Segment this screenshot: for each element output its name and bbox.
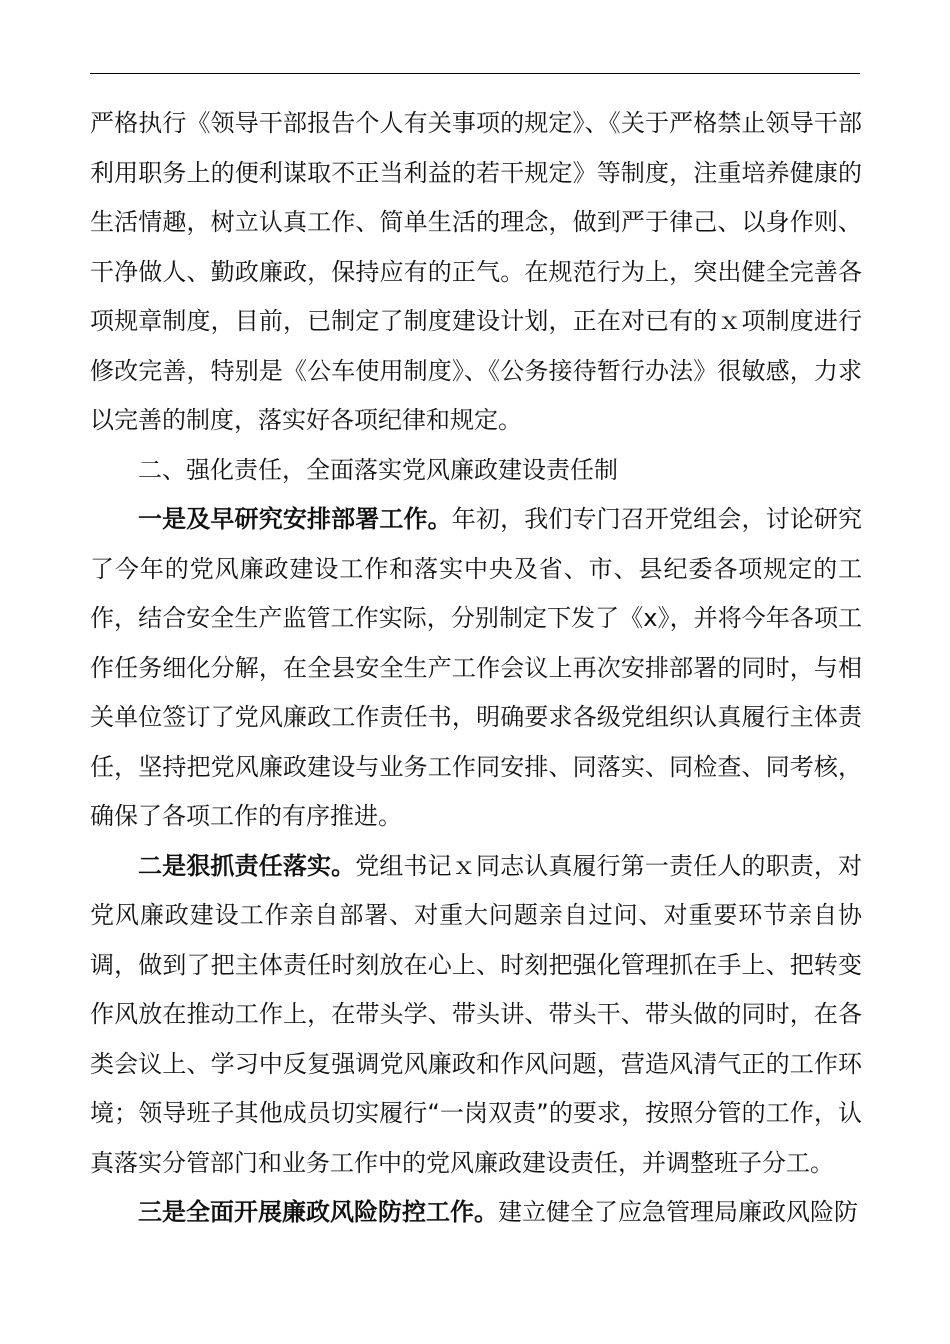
paragraph-text: 严格执行《领导干部报告个人有关事项的规定》、《关于严格禁止领导干部利用职务上的便利谋取不正当利益的若干规定》等制度，注重培养健康的生活情趣，树立认真工作、简单生活的理念，做到严于律己、以身作则、干净做人、勤政廉政，保持应有的正气。在规范行为上，突出健全完善各项规章制度，目前，已制定了制度建设计划，正在对已有的ｘ项制度进行修改完善，特别是《公车使用制度》、《公务接待暂行办法》很敏感，力求以完善的制度，落实好各项纪律和规定。 — [90, 109, 862, 434]
paragraph-lead: 一是及早研究安排部署工作。 — [138, 505, 452, 533]
header-rule — [90, 73, 860, 74]
paragraph-5 — [90, 1188, 862, 1238]
paragraph-4 — [90, 842, 862, 1189]
paragraph-3 — [90, 495, 862, 842]
paragraph-text: 党组书记ｘ同志认真履行第一责任人的职责，对党风廉政建设工作亲自部署、对重大问题亲自过问、对重要环节亲自协调，做到了把主体责任时刻放在心上、时刻把强化管理抓在手上、把转变作风放在推动工作上，在带头学、带头讲、带头干、带头做的同时，在各类会议上、学习中反复强调党风廉政和作风问题，营造风清气正的工作环境；领导班子其他成员切实履行“一岗双责”的要求，按照分管的工作，认真落实分管部门和业务工作中的党风廉政建设责任，并调整班子分工。 — [90, 851, 863, 1177]
paragraph-text: 年初，我们专门召开党组会，讨论研究了今年的党风廉政建设工作和落实中央及省、市、县纪委各项规定的工作，结合安全生产监管工作实际，分别制定下发了《x》，并将今年各项工作任务细化分解，在全县安全生产工作会议上再次安排部署的同时，与相关单位签订了党风廉政工作责任书，明确要求各级党组织认真履行主体责任，坚持把党风廉政建设与业务工作同安排、同落实、同检查、同考核，确保了各项工作的有序推进。 — [90, 505, 863, 830]
paragraph-1 — [90, 99, 862, 446]
paragraph-lead: 三是全面开展廉政风险防控工作。 — [138, 1198, 498, 1226]
section-heading-text: 二、强化责任，全面落实党风廉政建设责任制 — [138, 455, 618, 484]
paragraph-lead: 二是狠抓责任落实。 — [138, 851, 356, 880]
document-body — [90, 99, 862, 1238]
paragraph-text: 建立健全了应急管理局廉政风险防 — [498, 1198, 858, 1226]
section-heading — [90, 446, 862, 496]
